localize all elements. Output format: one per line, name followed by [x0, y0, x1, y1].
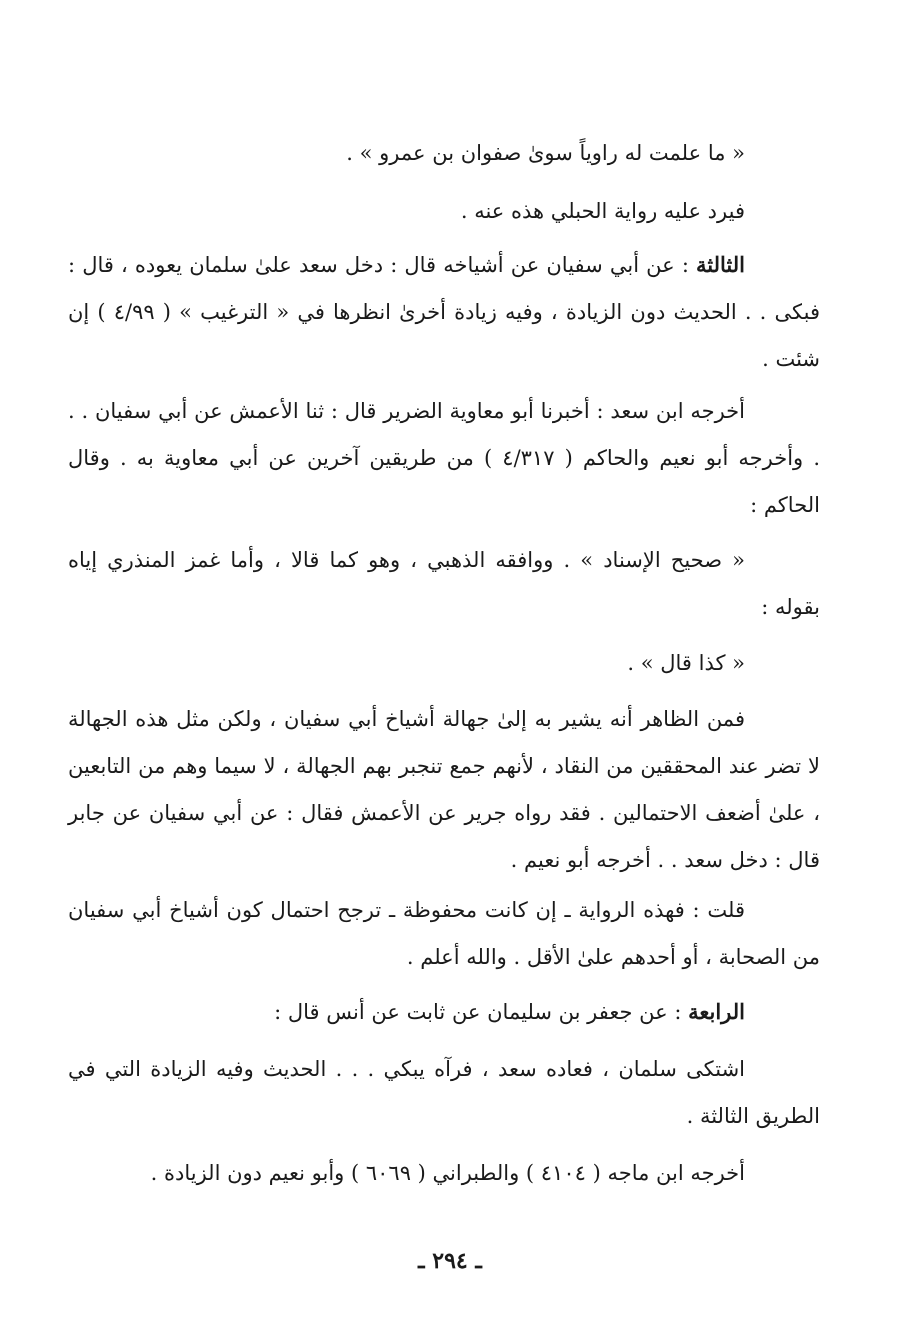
paragraph-6: [68, 640, 820, 687]
paragraph-text: : عن أبي سفيان عن أشياخه قال : دخل سعد علىٰ سلمان يعوده ، قال : فبكى . . الحديث دون الزيادة ، وفيه زيادة أخرىٰ انظرها في « الترغيب » ( ٤/٩٩ ) إن شئت .: [68, 253, 820, 371]
paragraph-text: أخرجه ابن ماجه ( ٤١٠٤ ) والطبراني ( ٦٠٦٩ ) وأبو نعيم دون الزيادة .: [150, 1161, 745, 1185]
paragraph-9: [68, 988, 820, 1036]
paragraph-text: فمن الظاهر أنه يشير به إلىٰ جهالة أشياخ أبي سفيان ، ولكن مثل هذه الجهالة لا تضر عند المحققين من النقاد ، لأنهم جمع تنجبر بهم الجهالة ، لا سيما وهم من التابعين ، علىٰ أضعف الاحتمالين . فقد رواه جرير عن الأعمش فقال : عن أبي سفيان عن جابر قال : دخل سعد . . أخرجه أبو نعيم .: [68, 707, 820, 872]
paragraph-8: [68, 887, 820, 981]
paragraph-text: : عن جعفر بن سليمان عن ثابت عن أنس قال :: [274, 1000, 689, 1024]
paragraph-11: [68, 1150, 820, 1197]
paragraph-text: « ما علمت له راوياً سوىٰ صفوان بن عمرو » .: [346, 141, 745, 165]
paragraph-2: [68, 188, 820, 235]
paragraph-text: « صحيح الإسناد » . ووافقه الذهبي ، وهو كما قالا ، وأما غمز المنذري إياه بقوله :: [68, 548, 820, 619]
paragraph-4: [68, 388, 820, 529]
paragraph-1: [68, 130, 820, 177]
page-number: ـ ٢٩٤ ـ: [418, 1248, 482, 1274]
paragraph-text: اشتكى سلمان ، فعاده سعد ، فرآه يبكي . . . الحديث وفيه الزيادة التي في الطريق الثالثة .: [68, 1057, 820, 1128]
paragraph-7: [68, 696, 820, 884]
paragraph-10: [68, 1046, 820, 1140]
paragraph-text: فيرد عليه رواية الحبلي هذه عنه .: [460, 199, 745, 223]
paragraph-3: [68, 241, 820, 383]
paragraph-text: « كذا قال » .: [627, 651, 745, 675]
paragraph-text: قلت : فهذه الرواية ـ إن كانت محفوظة ـ ترجح احتمال كون أشياخ أبي سفيان من الصحابة ، أو أحدهم علىٰ الأقل . والله أعلم .: [68, 898, 820, 969]
section-heading-third: الثالثة: [696, 252, 745, 277]
paragraph-5: [68, 537, 820, 631]
section-heading-fourth: الرابعة: [688, 999, 745, 1024]
paragraph-text: أخرجه ابن سعد : أخبرنا أبو معاوية الضرير قال : ثنا الأعمش عن أبي سفيان . . . وأخرجه أبو نعيم والحاكم ( ٤/٣١٧ ) من طريقين آخرين عن أبي معاوية به . وقال الحاكم :: [68, 399, 820, 517]
